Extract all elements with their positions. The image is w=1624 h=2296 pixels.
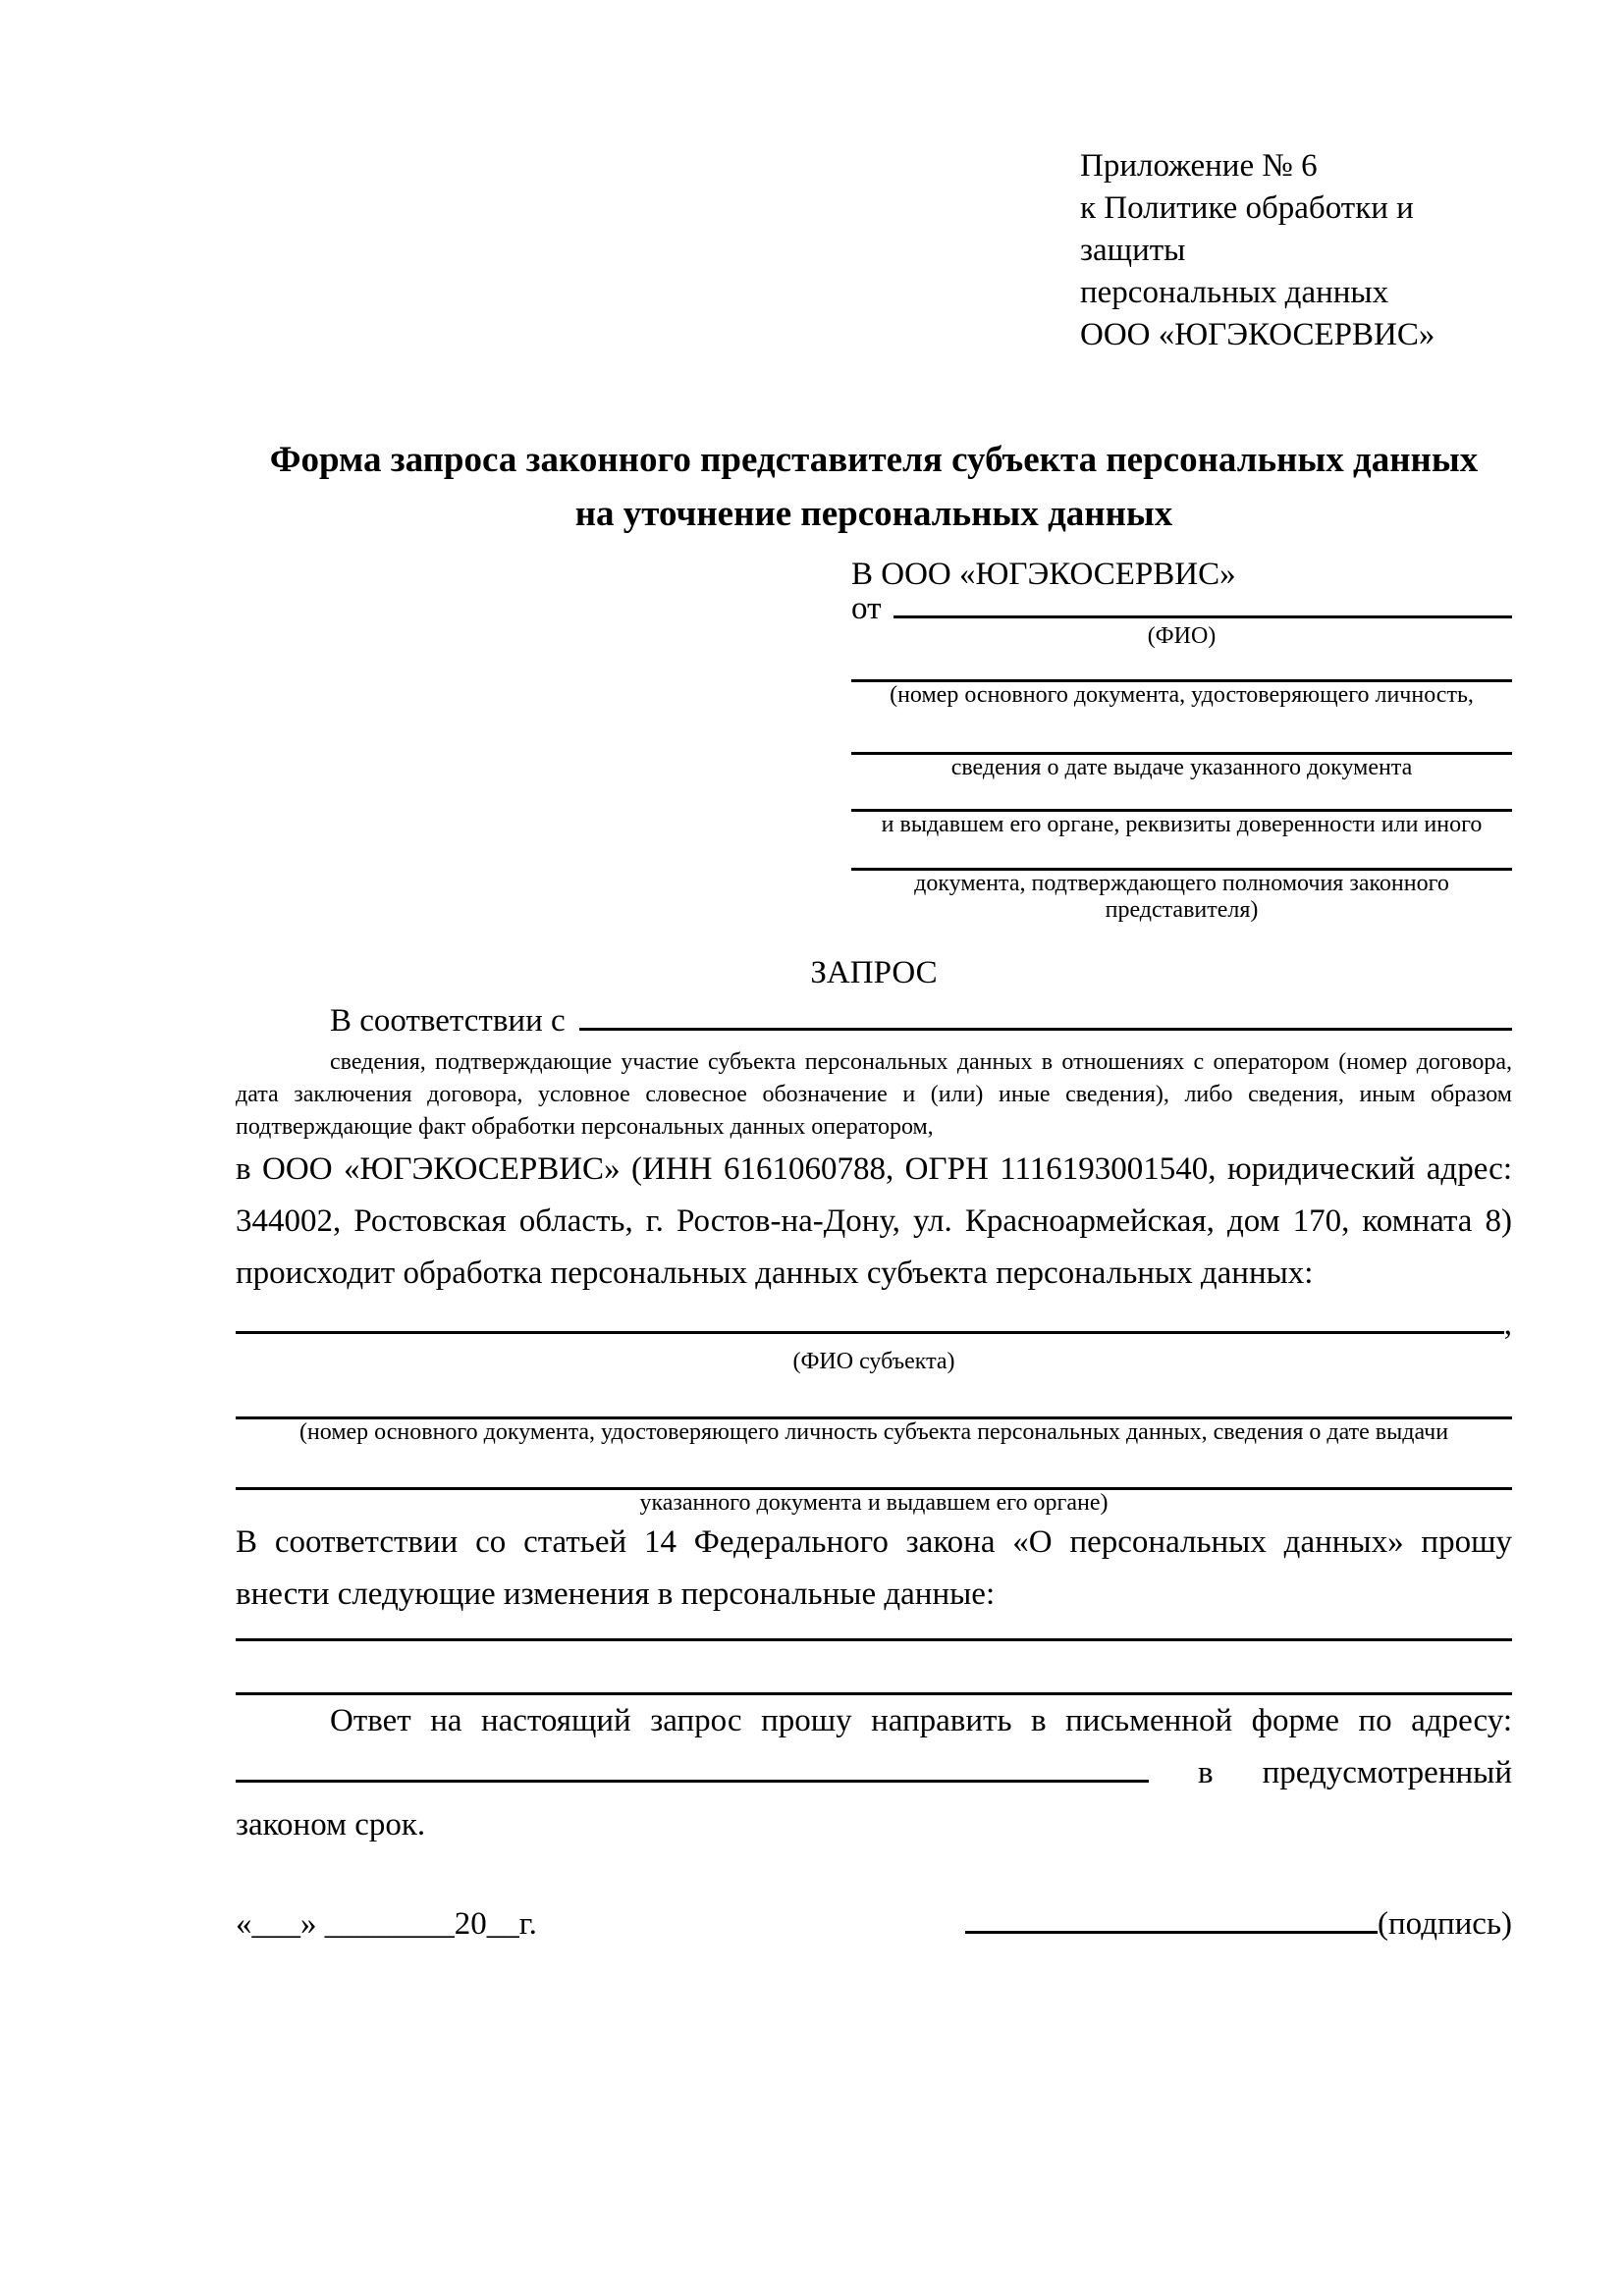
- subject-fio-blank-line: [236, 1331, 1504, 1334]
- subject-doc-blank-2: [236, 1446, 1512, 1490]
- accordance-lead: В соответствии с: [330, 1003, 566, 1039]
- law-paragraph-line2: внести следующие изменения в персональные данные:: [236, 1576, 996, 1612]
- signature-blank-line: [965, 1929, 1378, 1934]
- answer-word-in: в: [1198, 1755, 1214, 1790]
- operator-paragraph-line1: в ООО «ЮГЭКОСЕРВИС» (ИНН 6161060788, ОГРН 1116193001540, юридический адрес:: [236, 1151, 1512, 1187]
- representative-doc-caption-4: документа, подтверждающего полномочия законного представителя): [914, 871, 1449, 923]
- law-paragraph-line1: В соответствии со статьей 14 Федерального закона «О персональных данных» прошу: [236, 1524, 1512, 1560]
- answer-word-term: предусмотренный: [1262, 1755, 1512, 1790]
- changes-blank-2: [236, 1641, 1512, 1695]
- accordance-blank-line: [579, 1028, 1512, 1031]
- addressee-to: В ООО «ЮГЭКОСЕРВИС»: [851, 557, 1236, 592]
- changes-blank-1: [236, 1621, 1512, 1641]
- operator-paragraph-line3: происходит обработка персональных данных субъекта персональных данных:: [236, 1255, 1314, 1291]
- appendix-note-line: персональных данных: [1080, 275, 1389, 310]
- subject-doc-caption-1: (номер основного документа, удостоверяющего личность субъекта персональных данных, сведения о дате выдачи: [298, 1419, 1449, 1445]
- fio-caption: (ФИО): [1147, 623, 1217, 649]
- subject-doc-caption-2: указанного документа и выдавшем его органе): [639, 1490, 1109, 1516]
- operator-paragraph-line2: 344002, Ростовская область, г. Ростов-на-Дону, ул. Красноармейская, дом 170, комната 8): [236, 1203, 1512, 1239]
- form-title: [236, 433, 1512, 541]
- subject-fio-caption: (ФИО субъекта): [792, 1349, 955, 1374]
- form-title-line2: на уточнение персональных данных: [574, 494, 1173, 534]
- date-signature-row: [236, 1902, 1512, 1946]
- trailing-comma: ,: [1503, 1307, 1512, 1342]
- answer-address-row: [236, 1747, 1512, 1799]
- accordance-row: [236, 1000, 1512, 1041]
- representative-doc-blank-3: [851, 781, 1512, 812]
- addressee-block: [851, 555, 1512, 924]
- subject-doc-blank-1: [236, 1375, 1512, 1419]
- from-label: от: [851, 591, 882, 626]
- date-blank: «___» ________20__г.: [236, 1906, 537, 1942]
- answer-address-blank-line: [236, 1778, 1149, 1783]
- signature-area: [965, 1902, 1512, 1946]
- appendix-note-line: к Политике обработки и защиты: [1080, 190, 1414, 268]
- footnote: сведения, подтверждающие участие субъекта персональных данных в отношениях с оператором (номер договора, дата заключения договора, условное словесное обозначение и (или) иные сведения), либо сведения, иным образом подтверждающие факт обработки персональных данных оператором,: [236, 1049, 1512, 1140]
- appendix-note-line: Приложение № 6: [1080, 148, 1318, 184]
- representative-doc-blank-4: [851, 838, 1512, 871]
- representative-doc-blank-2: [851, 709, 1512, 755]
- request-heading: ЗАПРОС: [810, 955, 938, 990]
- subject-fio-row: [236, 1300, 1512, 1349]
- representative-doc-caption-2: сведения о дате выдаче указанного документа: [950, 755, 1413, 780]
- representative-doc-blank-1: [851, 650, 1512, 682]
- signature-caption: (подпись): [1378, 1906, 1512, 1942]
- answer-paragraph-line1: Ответ на настоящий запрос прошу направить в письменной форме по адресу:: [330, 1703, 1512, 1738]
- appendix-note-line: ООО «ЮГЭКОСЕРВИС»: [1080, 317, 1435, 352]
- from-row: [851, 591, 1512, 626]
- answer-paragraph-line3: законом срок.: [236, 1807, 426, 1842]
- appendix-note: [1080, 145, 1512, 356]
- from-blank-line: [893, 615, 1513, 618]
- representative-doc-caption-1: (номер основного документа, удостоверяющего личность,: [890, 682, 1474, 708]
- form-title-line1: Форма запроса законного представителя субъекта персональных данных: [269, 440, 1479, 480]
- representative-doc-caption-3: и выдавшем его органе, реквизиты доверенности или иного: [881, 812, 1483, 837]
